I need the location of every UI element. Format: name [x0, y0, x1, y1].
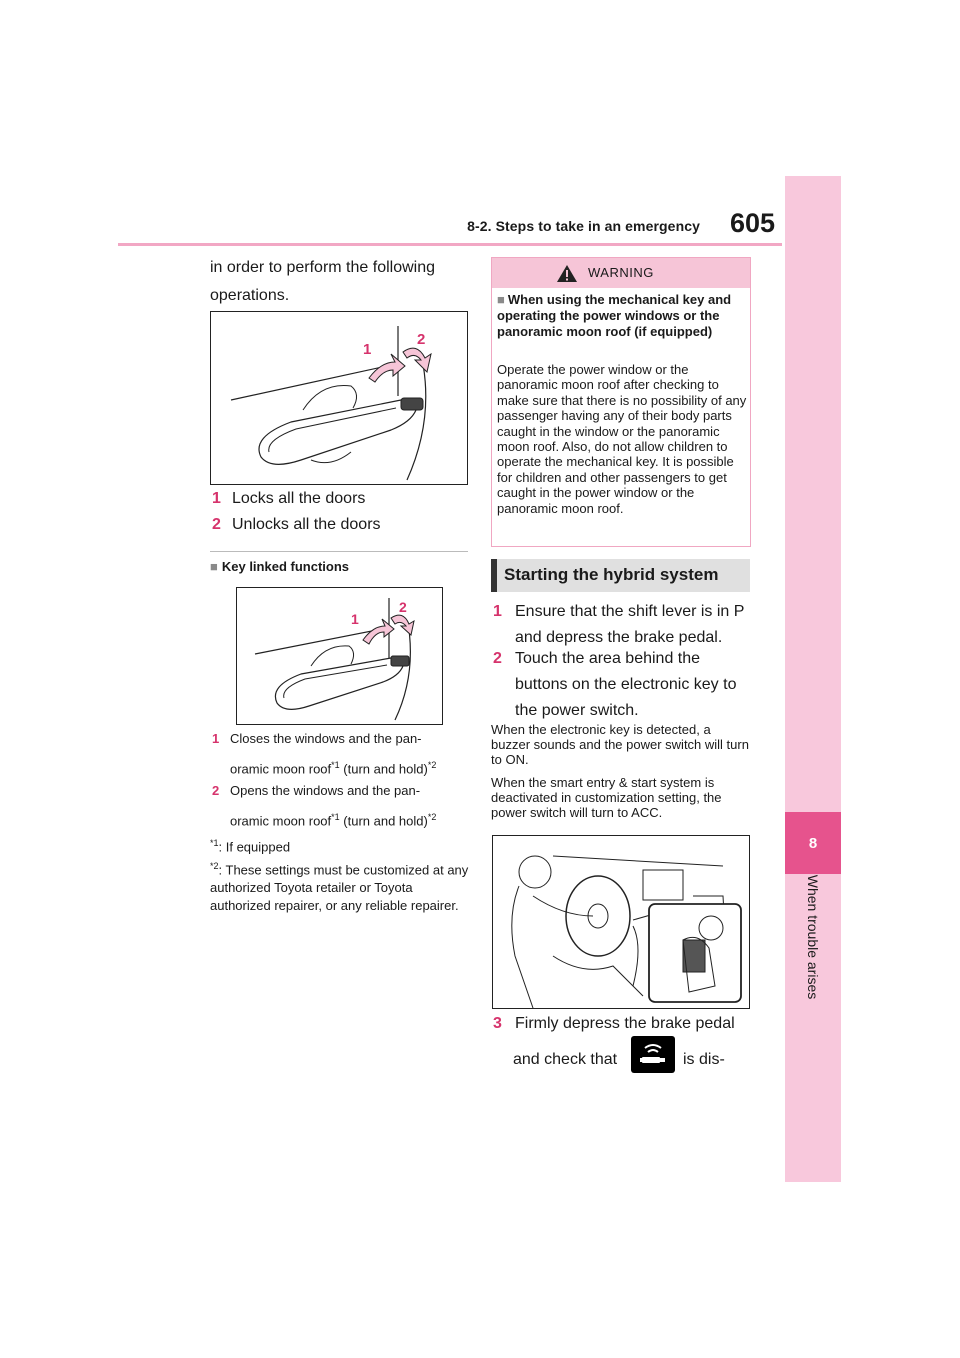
- ready-indicator-icon: [631, 1036, 675, 1073]
- footnote-mark: *2: [210, 861, 219, 871]
- figure1-callout-1: 1: [363, 341, 372, 358]
- warning-box: [491, 257, 751, 547]
- door-handle-illustration-2: [237, 588, 442, 724]
- step-number: 1: [212, 731, 220, 746]
- door-handle-illustration: [211, 312, 467, 484]
- start-step-2: [493, 646, 753, 724]
- header-rule: [118, 243, 782, 246]
- step-text: Locks all the doors: [232, 490, 366, 507]
- step-number: 3: [493, 1015, 502, 1032]
- key-linked-functions-heading: [210, 559, 349, 574]
- footnote-ref: *1: [331, 812, 340, 822]
- figure2-callout-1: 1: [351, 611, 359, 627]
- door-handle-figure-1: [210, 311, 468, 485]
- step-line2b: (turn and hold): [339, 761, 428, 777]
- square-bullet-icon: ■: [497, 292, 505, 307]
- note-key-detected: When the electronic key is detected, a buzzer sounds and the power switch will turn to ON.: [491, 722, 749, 767]
- start-step-1: [493, 599, 753, 651]
- footnote-text: : These settings must be customized at any authorized Toyota retailer or Toyota authorized repairer, or any reliable repairer.: [210, 862, 469, 914]
- section-heading-starting: [491, 559, 750, 592]
- key-step-close-windows: [212, 726, 472, 782]
- header-section-title: 8-2. Steps to take in an emergency: [467, 218, 700, 234]
- start-step-3: [493, 1011, 753, 1037]
- step-number: 2: [493, 650, 502, 667]
- step-text: Touch the area behind the buttons on the electronic key to the power switch.: [515, 650, 737, 719]
- footnote-ref: *2: [427, 812, 437, 822]
- step-line1: Opens the windows and the pan-: [230, 783, 421, 798]
- subheading-text: Key linked functions: [221, 559, 349, 574]
- section-heading-text: Starting the hybrid system: [504, 565, 719, 584]
- footnote-ref: *1: [331, 760, 340, 770]
- square-bullet-icon: ■: [210, 559, 218, 574]
- step-3-line2b: is dis-: [683, 1051, 725, 1068]
- chapter-label: [785, 874, 841, 1000]
- step-number: 1: [212, 490, 221, 507]
- figure2-callout-2: 2: [399, 599, 407, 615]
- door-handle-figure-2: [236, 587, 443, 725]
- key-step-open-windows: [212, 778, 472, 834]
- step-number: 1: [493, 603, 502, 620]
- footnote-1: [210, 834, 472, 856]
- warning-triangle-icon: [556, 264, 578, 283]
- warning-header: [492, 258, 750, 288]
- heading-bar: [491, 559, 497, 592]
- driver-power-switch-figure: [492, 835, 750, 1009]
- step-line2a: oramic moon roof: [230, 813, 332, 829]
- warning-title-text: When using the mechanical key and operating the power windows or the panoramic moon roof (if equipped): [497, 292, 732, 339]
- step-text: Ensure that the shift lever is in P and depress the brake pedal.: [515, 603, 745, 646]
- step-unlock-doors: [212, 512, 381, 538]
- step-number: 2: [212, 516, 221, 533]
- intro-text: in order to perform the following operations.: [210, 259, 435, 304]
- driver-illustration: [493, 836, 749, 1008]
- step-3-line2a: and check that: [513, 1051, 618, 1068]
- footnote-ref: *2: [427, 760, 437, 770]
- figure1-callout-2: 2: [417, 331, 426, 348]
- chapter-label-text: When trouble arises: [805, 874, 821, 1000]
- chapter-number: 8: [785, 812, 841, 874]
- step-line2b: (turn and hold): [339, 813, 428, 829]
- step-line2a: oramic moon roof: [230, 761, 332, 777]
- warning-text: Operate the power window or the panoramic moon roof after checking to make sure that there is no possibility of any passenger having any of their body parts caught in the window or the panoramic moon roof. Also, do not allow children to operate the mechanical key. It is possible for children and other passengers to get caught in the power window or the panoramic moon roof.: [497, 362, 747, 516]
- step-text: Unlocks all the doors: [232, 516, 381, 533]
- page-number: 605: [730, 208, 776, 238]
- footnote-text: : If equipped: [218, 839, 291, 855]
- chapter-side-tab: [785, 176, 841, 1182]
- note-smart-entry: When the smart entry & start system is deactivated in customization setting, the power switch will turn to ACC.: [491, 775, 722, 820]
- step-number: 2: [212, 783, 220, 798]
- step-text-line1: Firmly depress the brake pedal: [515, 1015, 735, 1032]
- footnote-mark: *1: [210, 838, 219, 848]
- step-lock-doors: [212, 486, 365, 512]
- step-line1: Closes the windows and the pan-: [230, 731, 422, 746]
- ready-indicator-graphic: [631, 1036, 675, 1073]
- section-divider: [210, 551, 468, 552]
- warning-label: WARNING: [588, 265, 654, 280]
- warning-title: [497, 292, 743, 340]
- footnote-2: [210, 857, 472, 915]
